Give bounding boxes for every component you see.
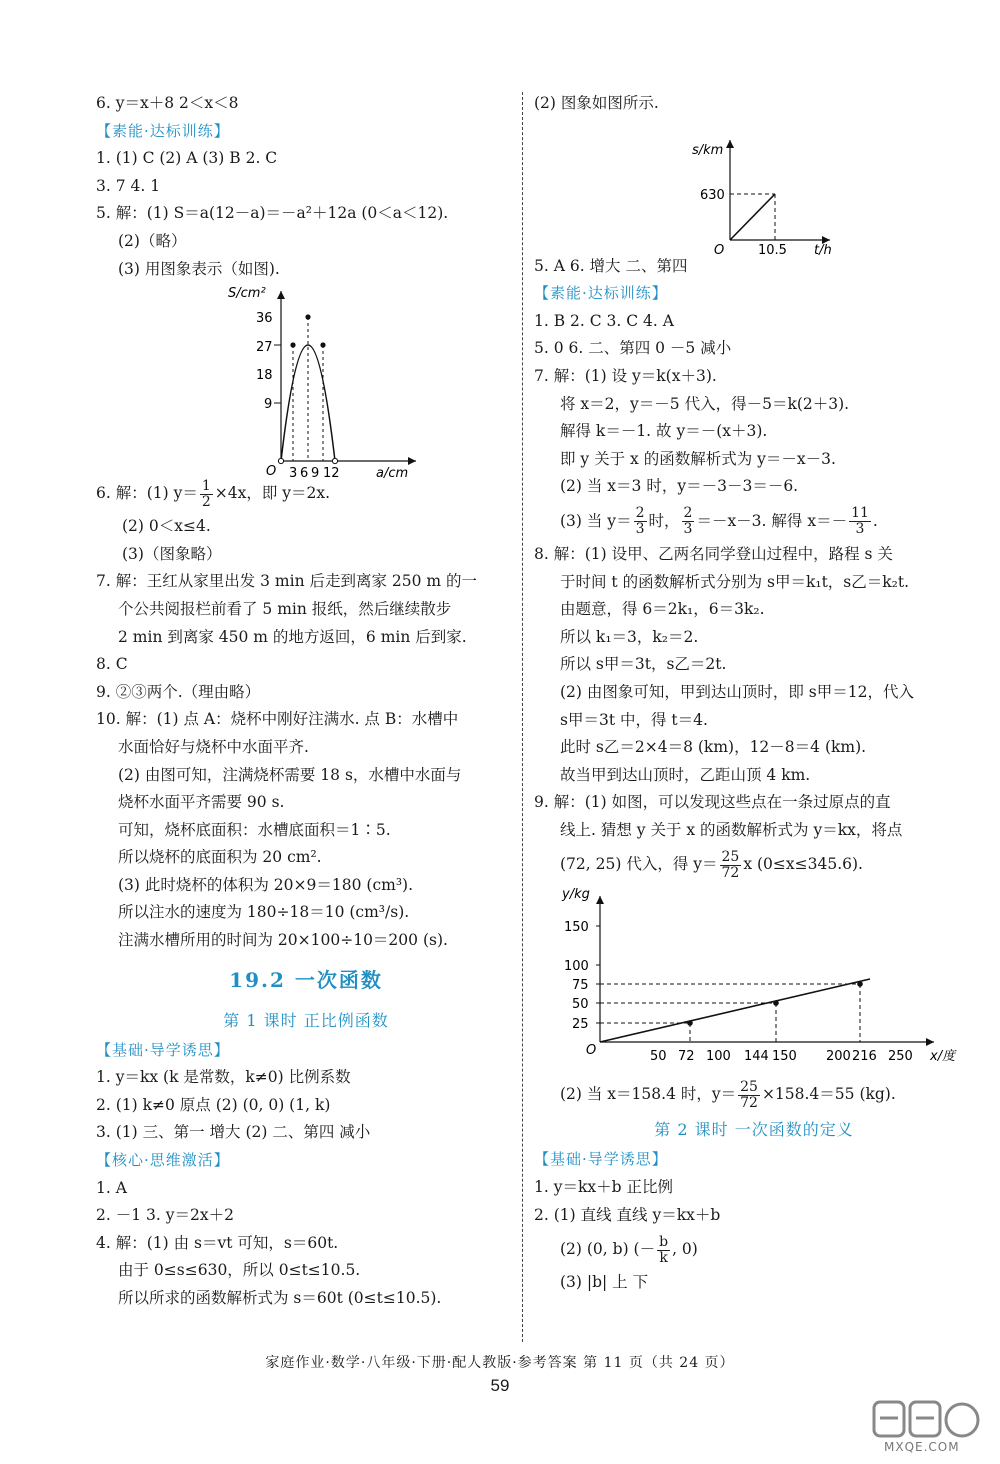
- y-tick: 75: [572, 978, 589, 994]
- answer-line: 4. 解：(1) 由 s＝vt 可知，s＝60t.: [96, 1233, 339, 1252]
- answer-line: 1. y＝kx＋b 正比例: [534, 1178, 673, 1197]
- fraction: $\frac{2}{3}$: [683, 505, 693, 538]
- answer-line: (2) (0, b) (－ $\frac{b}{k}$ , 0): [560, 1233, 698, 1266]
- answer-line: 个公共阅报栏前看了 5 min 报纸，然后继续散步: [118, 599, 452, 618]
- answer-line: 6. 解：(1) y＝ $\frac{1}{2}$ ×4x，即 y＝2x.: [96, 477, 331, 510]
- answer-line: (2) 由图象可知，甲到达山顶时，即 s甲＝12，代入: [560, 682, 914, 701]
- answer-line: 所以所求的函数解析式为 s＝60t (0≤t≤10.5).: [118, 1289, 442, 1307]
- answer-line: (72, 25) 代入，得 y＝ $\frac{25}{72}$ x (0≤x≤345.6).: [560, 848, 863, 881]
- axis-origin: O: [266, 464, 277, 480]
- answer-line: (3) 当 y＝ $\frac{2}{3}$ 时， $\frac{2}{3}$ ＝－x－3. 解得 x＝－ $\frac{11}{3}$ .: [560, 505, 878, 538]
- answer-line: 2. (1) 直线 直线 y＝kx＋b: [534, 1205, 721, 1224]
- answer-line: (3) 用图象表示（如图).: [118, 259, 280, 278]
- answer-line: 由于 0≤s≤630，所以 0≤t≤10.5.: [118, 1261, 361, 1280]
- electricity-graph: [534, 884, 974, 1074]
- axis-label: s/km: [692, 142, 724, 158]
- answer-line: (3) |b| 上 下: [560, 1273, 649, 1292]
- watermark-text: MXQE.COM: [884, 1440, 960, 1454]
- x-tick: 12: [323, 466, 340, 482]
- answer-line: 注满水槽所用的时间为 20×100÷10＝200 (s).: [118, 931, 448, 950]
- lesson-heading: 第 2 课时 一次函数的定义: [654, 1120, 854, 1140]
- page-footer: 家庭作业·数学·八年级·下册·配人教版·参考答案 第 11 页（共 24 页）: [265, 1355, 735, 1371]
- answer-line: (2) 当 x＝3 时，y＝－3－3＝－6.: [560, 477, 799, 496]
- x-tick: 100: [706, 1049, 731, 1065]
- answer-line: 5. 0 6. 二、第四 0 －5 减小: [534, 339, 732, 358]
- section-label: 【素能·达标训练】: [96, 121, 230, 140]
- x-tick: 9: [311, 466, 320, 482]
- answer-line: 10. 解：(1) 点 A：烧杯中刚好注满水. 点 B：水槽中: [96, 710, 459, 729]
- answer-line: (2) 由图可知，注满烧杯需要 18 s，水槽中水面与: [118, 765, 462, 784]
- y-tick: 36: [256, 311, 273, 327]
- distance-time-graph: [534, 118, 974, 258]
- section-label: 【基础·导学诱思】: [96, 1040, 230, 1059]
- answer-line: 解得 k＝－1. 故 y＝－(x＋3).: [560, 422, 768, 441]
- page-number: 59: [490, 1376, 510, 1395]
- right-column: [534, 90, 974, 1297]
- answer-line: (3)（图象略）: [122, 544, 222, 563]
- answer-line: 1. A: [96, 1178, 127, 1197]
- axis-label: S/cm²: [228, 286, 266, 302]
- answer-line: 1. B 2. C 3. C 4. A: [534, 311, 674, 330]
- answer-line: (2)（略）: [118, 231, 187, 250]
- y-tick: 25: [572, 1017, 589, 1033]
- answer-line: (2) 0＜x≤4.: [122, 517, 211, 536]
- y-value-label: 630: [700, 187, 725, 203]
- answer-line: 2 min 到离家 450 m 的地方返回，6 min 后到家.: [118, 627, 467, 646]
- answer-line: 故当甲到达山顶时，乙距山顶 4 km.: [560, 765, 811, 784]
- parabola-graph: [96, 283, 516, 482]
- x-tick: 200: [826, 1049, 851, 1065]
- answer-line: s甲＝3t 中，得 t＝4.: [560, 710, 708, 729]
- x-tick: 144: [744, 1049, 769, 1065]
- x-tick: 6: [300, 466, 309, 482]
- answer-line: 所以 s甲＝3t，s乙＝2t.: [560, 655, 727, 674]
- x-tick: 50: [650, 1049, 667, 1065]
- lesson-heading: 第 1 课时 正比例函数: [223, 1010, 389, 1030]
- x-tick: 72: [678, 1049, 695, 1065]
- axis-label: a/cm: [376, 466, 409, 482]
- column-divider: [522, 92, 523, 1342]
- answer-line: 6. y＝x＋8 2＜x＜8: [96, 94, 239, 112]
- answer-line: 8. C: [96, 655, 128, 674]
- answer-line: 2. (1) k≠0 原点 (2) (0, 0) (1, k): [96, 1095, 331, 1114]
- y-tick: 100: [564, 959, 589, 975]
- fraction: $\frac{2}{3}$: [635, 505, 645, 538]
- section-heading: 19.2 一次函数: [229, 967, 383, 992]
- axis-label: y/kg: [562, 887, 590, 903]
- answer-line: 2. －1 3. y＝2x＋2: [96, 1206, 234, 1225]
- section-label: 【核心·思维激活】: [96, 1151, 230, 1170]
- x-tick: 250: [888, 1049, 913, 1065]
- answer-line: 所以 k₁＝3，k₂＝2.: [560, 627, 699, 646]
- answer-line: 线上. 猜想 y 关于 x 的函数解析式为 y＝kx，将点: [560, 820, 903, 839]
- fraction: $\frac{1}{2}$: [201, 477, 211, 510]
- x-tick: 216: [852, 1049, 877, 1065]
- answer-line: 7. 解：王红从家里出发 3 min 后走到离家 250 m 的一: [96, 572, 478, 591]
- answer-line: 1. (1) C (2) A (3) B 2. C: [96, 149, 278, 168]
- answer-line: 于时间 t 的函数解析式分别为 s甲＝k₁t，s乙＝k₂t.: [560, 572, 910, 591]
- answer-line: 即 y 关于 x 的函数解析式为 y＝－x－3.: [560, 449, 836, 468]
- answer-line: 5. 解：(1) S＝a(12－a)＝－a²＋12a (0＜a＜12).: [96, 204, 449, 223]
- axis-label: t/h: [814, 242, 832, 258]
- answer-line: 水面恰好与烧杯中水面平齐.: [118, 737, 309, 756]
- answer-line: 可知，烧杯底面积：水槽底面积＝1∶5.: [118, 820, 391, 839]
- answer-line: (2) 当 x＝158.4 时，y＝ $\frac{25}{72}$ ×158.4＝55 (kg).: [560, 1078, 896, 1111]
- answer-line: 3. 7 4. 1: [96, 176, 161, 195]
- answer-line: 1. y＝kx (k 是常数，k≠0) 比例系数: [96, 1068, 351, 1087]
- axis-origin: O: [714, 242, 725, 258]
- y-tick: 50: [572, 997, 589, 1013]
- answer-line: (2) 图象如图所示.: [534, 94, 659, 112]
- y-tick: 27: [256, 340, 273, 356]
- section-label: 【基础·导学诱思】: [534, 1150, 668, 1169]
- left-column: [96, 90, 516, 1313]
- axis-origin: O: [586, 1043, 597, 1059]
- x-tick: 3: [289, 466, 298, 482]
- y-tick: 18: [256, 368, 273, 384]
- y-tick: 150: [564, 920, 589, 936]
- y-tick: 9: [264, 397, 273, 413]
- answer-line: 5. A 6. 增大 二、第四: [534, 256, 688, 275]
- answer-line: 所以注水的速度为 180÷18＝10 (cm³/s).: [118, 903, 410, 922]
- answer-line: 3. (1) 三、第一 增大 (2) 二、第四 减小: [96, 1123, 371, 1142]
- answer-line: (3) 此时烧杯的体积为 20×9＝180 (cm³).: [118, 875, 414, 894]
- section-label: 【素能·达标训练】: [534, 284, 668, 303]
- answer-line: 7. 解：(1) 设 y＝k(x＋3).: [534, 366, 717, 385]
- answer-line: 此时 s乙＝2×4＝8 (km)，12－8＝4 (km).: [560, 738, 867, 757]
- fraction: $\frac{b}{k}$: [659, 1233, 669, 1266]
- answer-line: 将 x＝2，y＝－5 代入，得－5＝k(2＋3).: [560, 394, 850, 413]
- x-value-label: 10.5: [758, 242, 787, 258]
- fraction: $\frac{25}{72}$: [740, 1078, 758, 1111]
- fraction: $\frac{11}{3}$: [851, 505, 869, 538]
- answer-line: 所以烧杯的底面积为 20 cm².: [118, 848, 322, 867]
- answer-line: 9. ②③两个.（理由略）: [96, 682, 261, 701]
- fraction: $\frac{25}{72}$: [721, 848, 740, 881]
- axis-label: x/度: [930, 1049, 956, 1065]
- answer-line: 烧杯水面平齐需要 90 s.: [118, 793, 285, 812]
- answer-line: 8. 解：(1) 设甲、乙两名同学登山过程中，路程 s 关: [534, 544, 893, 563]
- answer-line: 由题意，得 6＝2k₁，6＝3k₂.: [560, 600, 765, 619]
- answer-line: 9. 解：(1) 如图，可以发现这些点在一条过原点的直: [534, 793, 891, 812]
- x-tick: 150: [772, 1049, 797, 1065]
